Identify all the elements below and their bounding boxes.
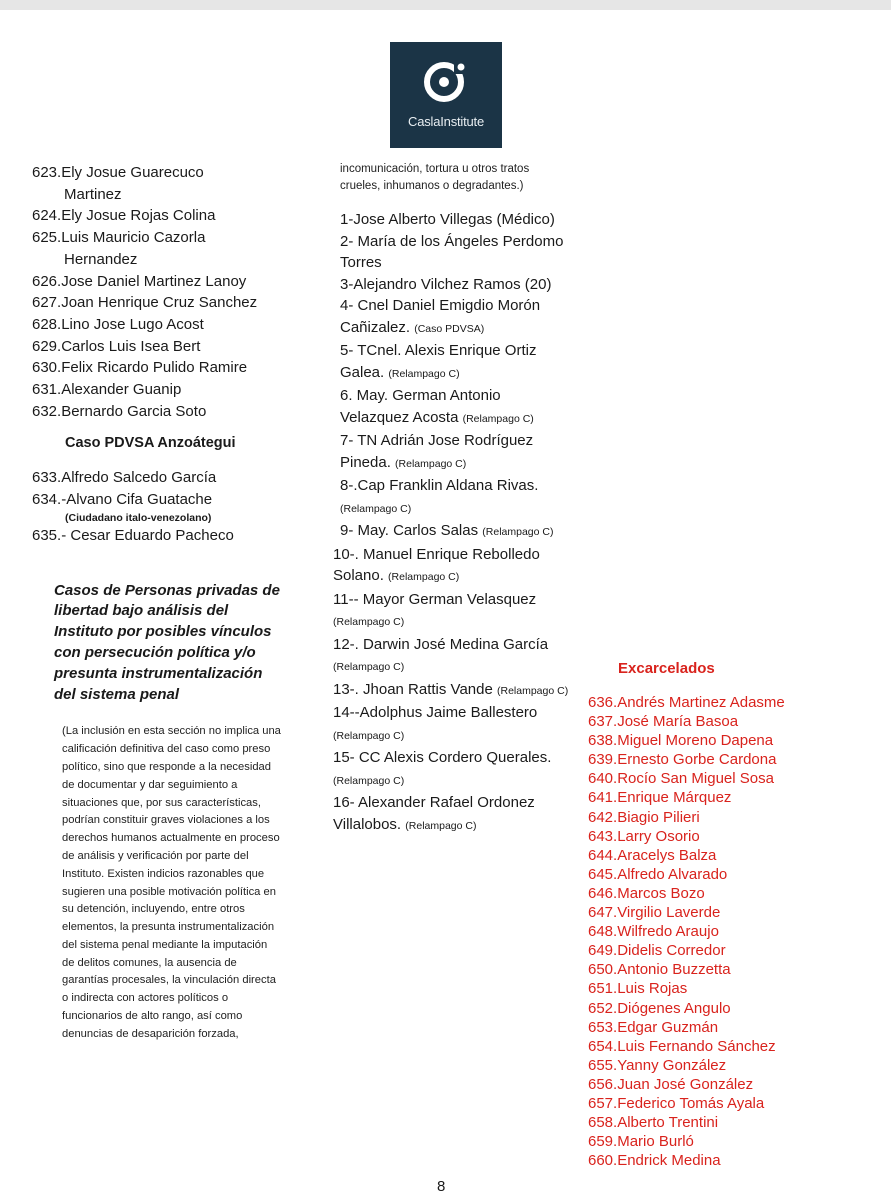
item-name: 11-- Mayor German Velasquez xyxy=(333,590,537,608)
item-name: Bernardo Garcia Soto xyxy=(61,402,207,420)
item-name: 16- Alexander Rafael Ordonez Villalobos. xyxy=(333,794,535,833)
list-item xyxy=(333,679,572,703)
item-tag: (Relampago C) xyxy=(333,774,405,787)
list-item xyxy=(340,385,572,430)
item-tag: (Relampago C) xyxy=(333,616,405,628)
item-tag: (Relampago C) xyxy=(333,661,405,673)
item-number: 629. xyxy=(32,337,62,355)
item-name: Ely Josue Guarecuco xyxy=(61,164,204,181)
item-tag: (Relampago C) xyxy=(340,502,412,515)
item-tag: (Relampago C) xyxy=(497,684,569,697)
list-item xyxy=(32,227,302,249)
detainee-list-left xyxy=(32,162,302,422)
page-number: 8 xyxy=(437,1178,446,1195)
list-item: 642.Biagio Pilieri xyxy=(588,808,700,826)
item-name: 3-Alejandro Vilchez Ramos (20) xyxy=(340,275,552,293)
item-number: 628. xyxy=(32,315,62,333)
item-number: 623. xyxy=(32,164,62,181)
list-item xyxy=(32,271,302,293)
list-item: 656.Juan José González xyxy=(588,1075,754,1093)
item-name-continued: Hernandez xyxy=(64,250,138,268)
list-item xyxy=(340,520,572,544)
list-item: 658.Alberto Trentini xyxy=(588,1114,719,1132)
list-item xyxy=(333,634,572,679)
list-item: 652.Diógenes Angulo xyxy=(588,999,731,1017)
list-item xyxy=(32,379,302,401)
list-item: 648.Wilfredo Araujo xyxy=(588,923,719,941)
item-name: 14--Adolphus Jaime Ballestero xyxy=(333,704,538,721)
list-item xyxy=(32,401,302,423)
list-item: 645.Alfredo Alvarado xyxy=(588,865,728,883)
item-number: 627. xyxy=(32,294,62,312)
list-item: 650.Antonio Buzzetta xyxy=(588,961,731,979)
item-name: 12-. Darwin José Medina García xyxy=(333,635,549,653)
list-item: 635.- Cesar Eduardo Pacheco xyxy=(32,526,234,544)
list-item: 641.Enrique Márquez xyxy=(588,789,732,807)
item-number: 624. xyxy=(32,207,62,225)
item-name: Lino Jose Lugo Acost xyxy=(61,315,204,333)
excarcelados-heading: Excarcelados xyxy=(618,660,715,677)
item-name: 13-. Jhoan Rattis Vande xyxy=(333,680,493,698)
list-item xyxy=(333,589,572,634)
item-number: 625. xyxy=(32,229,62,247)
item-tag: (Relampago C) xyxy=(405,819,477,832)
item-name: Felix Ricardo Pulido Ramire xyxy=(61,359,248,377)
list-item: 640.Rocío San Miguel Sosa xyxy=(588,770,774,788)
list-item: 647.Virgilio Laverde xyxy=(588,904,721,922)
list-item xyxy=(32,162,302,184)
excarcelados-list xyxy=(588,693,828,1170)
section-heading: Casos de Personas privadas de libertad bajo análisis del Instituto por posibles vínculos con persecución política y/o presunta instrumentalización del sistema penal xyxy=(54,581,280,703)
item-name: Alexander Guanip xyxy=(61,381,182,399)
item-tag: (Relampago C) xyxy=(333,729,405,742)
list-item: 644.Aracelys Balza xyxy=(588,846,717,864)
top-band xyxy=(0,0,891,10)
item-name-continued: Martinez xyxy=(64,185,122,203)
list-item: 637.José María Basoa xyxy=(588,713,739,731)
item-name: 1-Jose Alberto Villegas (Médico) xyxy=(340,211,555,228)
item-tag: (Relampago C) xyxy=(462,412,534,425)
list-item: 639.Ernesto Gorbe Cardona xyxy=(588,751,777,769)
item-name: 9- May. Carlos Salas xyxy=(340,522,479,539)
list-item: 657.Federico Tomás Ayala xyxy=(588,1094,765,1112)
list-item: 633.Alfredo Salcedo García xyxy=(32,469,217,487)
item-name: 5- TCnel. Alexis Enrique Ortiz Galea. xyxy=(340,342,537,381)
list-item: 638.Miguel Moreno Dapena xyxy=(588,732,774,750)
list-item: 655.Yanny González xyxy=(588,1056,727,1074)
middle-intro: incomunicación, tortura u otros tratos crueles, inhumanos o degradantes.) xyxy=(340,163,530,192)
list-item: 643.Larry Osorio xyxy=(588,827,700,845)
list-item xyxy=(340,430,572,475)
pdvsa-heading: Caso PDVSA Anzoátegui xyxy=(65,435,236,452)
item-name: Carlos Luis Isea Bert xyxy=(61,337,201,355)
right-column xyxy=(588,660,828,1170)
item-name: 15- CC Alexis Cordero Querales. xyxy=(333,749,552,766)
list-item: 653.Edgar Guzmán xyxy=(588,1018,719,1036)
pdvsa-note: (Ciudadano italo-venezolano) xyxy=(65,511,212,524)
item-name: 6. May. German Antonio Velazquez Acosta xyxy=(340,387,501,426)
item-number: 626. xyxy=(32,272,62,290)
list-item xyxy=(340,475,572,520)
list-item xyxy=(32,357,302,379)
list-item xyxy=(32,292,302,314)
list-item: 654.Luis Fernando Sánchez xyxy=(588,1037,776,1055)
item-tag: (Relampago C) xyxy=(388,367,460,380)
item-name: Jose Daniel Martinez Lanoy xyxy=(61,272,247,290)
list-item xyxy=(333,747,572,792)
item-name: Luis Mauricio Cazorla xyxy=(61,229,206,247)
pdvsa-list xyxy=(32,467,302,546)
list-item xyxy=(340,295,572,340)
item-name: Joan Henrique Cruz Sanchez xyxy=(61,294,258,312)
list-item xyxy=(333,544,572,589)
list-item xyxy=(340,274,572,296)
item-tag: (Relampago C) xyxy=(395,457,467,470)
detainee-list-middle xyxy=(333,209,572,837)
list-item xyxy=(340,231,572,274)
item-number: 630. xyxy=(32,359,62,377)
list-item: 651.Luis Rojas xyxy=(588,980,688,998)
item-name: 8-.Cap Franklin Aldana Rivas. xyxy=(340,477,539,494)
item-tag: (Relampago C) xyxy=(482,526,554,538)
item-name: 7- TN Adrián Jose Rodríguez Pineda. xyxy=(340,432,534,471)
item-name: 2- María de los Ángeles Perdomo Torres xyxy=(340,232,564,271)
list-item xyxy=(333,792,572,837)
list-item: 646.Marcos Bozo xyxy=(588,884,705,902)
item-name: 10-. Manuel Enrique Rebolledo Solano. xyxy=(333,545,540,584)
logo-icon xyxy=(421,56,471,106)
list-item xyxy=(340,340,572,385)
logo-brand-text: CaslaInstitute xyxy=(408,114,484,129)
left-column xyxy=(32,162,302,1044)
list-item xyxy=(333,702,572,747)
list-item xyxy=(32,314,302,336)
list-item: 659.Mario Burló xyxy=(588,1133,694,1151)
list-item xyxy=(340,209,572,231)
list-item: 660.Endrick Medina xyxy=(588,1152,721,1170)
list-item: 649.Didelis Corredor xyxy=(588,942,726,960)
list-item: 636.Andrés Martinez Adasme xyxy=(588,694,785,711)
item-tag: (Relampago C) xyxy=(388,571,460,583)
section-note: (La inclusión en esta sección no implica una calificación definitiva del caso como preso político, sino que responde a la necesidad de documentar y dar seguimiento a situaciones que, por sus características, podrían constituir graves violaciones a los derechos humanos actualmente en proceso de análisis y verificación por parte del Instituto. Existen indicios razonables que sugieren una posible motivación política en su detención, incluyendo, entre otros elementos, la presunta instrumentalización del sistema penal mediante la imputación de delitos comunes, la ausencia de garantías procesales, la vinculación directa o indirecta con actores políticos o funcionarios de alto rango, así como denuncias de desaparición forzada, xyxy=(62,725,281,1040)
middle-column xyxy=(333,161,572,837)
item-tag: (Caso PDVSA) xyxy=(414,322,485,335)
list-item: 634.-Alvano Cifa Guatache xyxy=(32,491,213,509)
list-item xyxy=(32,336,302,358)
list-item xyxy=(32,205,302,227)
item-number: 632. xyxy=(32,402,62,420)
casla-institute-logo xyxy=(390,42,502,148)
item-number: 631. xyxy=(32,381,62,399)
item-name: Ely Josue Rojas Colina xyxy=(61,207,216,225)
item-name: 4- Cnel Daniel Emigdio Morón Cañizalez. xyxy=(340,297,541,336)
